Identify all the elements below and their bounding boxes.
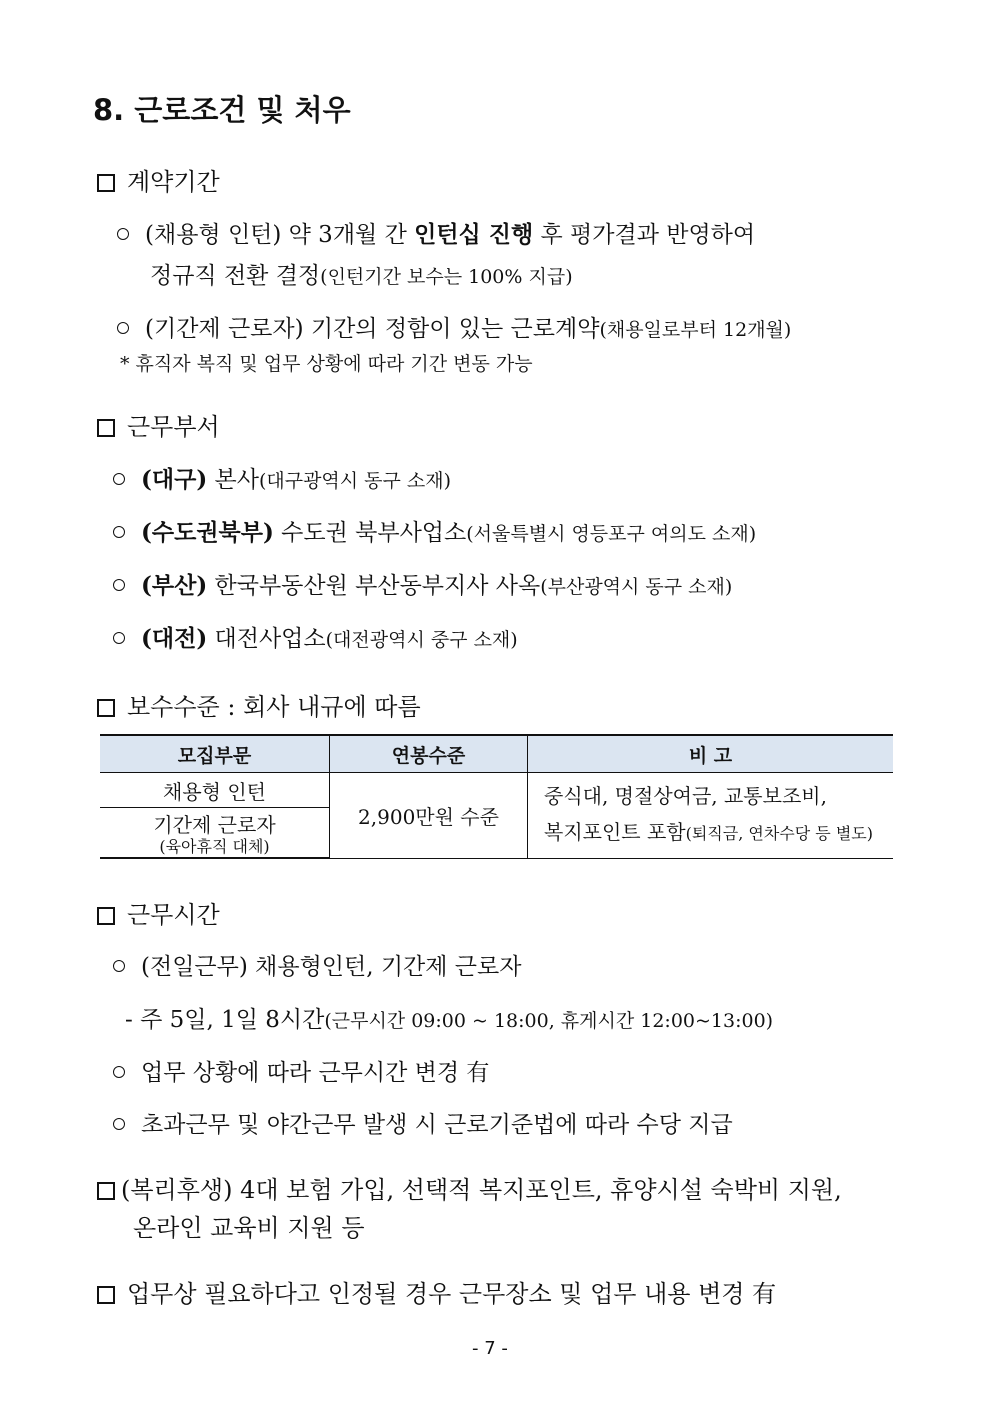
pay-section-title [97,687,421,722]
pay-division-fixed-label: 기간제 근로자 [153,813,276,837]
dept-text: 한국부동산원 부산동부지사 사옥 [207,573,541,599]
welfare-line2: 온라인 교육비 지원 등 [133,1214,365,1242]
dept-label: (대전) [141,625,208,652]
checkbox-square-icon [97,174,115,192]
hours-item4-text: 초과근무 및 야간근무 발생 시 근로기준법에 따라 수당 지급 [141,1112,733,1138]
contract-intern-text-a: (채용형 인턴) 약 3개월 간 [145,222,415,248]
contract-intern-text-b: 인턴십 진행 [414,221,534,248]
hours-item3-text: 업무 상황에 따라 근무시간 변경 有 [141,1060,490,1086]
pay-header-division: 모집부문 [100,735,330,773]
circle-bullet-icon [113,1066,125,1078]
pay-table [100,734,893,859]
checkbox-square-icon [97,1182,115,1200]
hours-item [113,1106,733,1139]
dept-item [113,567,732,600]
pay-table-header-row [100,735,893,773]
circle-bullet-icon [113,632,125,644]
circle-bullet-icon [113,579,125,591]
dept-item [113,620,518,653]
welfare-section [97,1170,842,1205]
contract-intern-line [117,216,755,249]
contract-intern-text-d: 정규직 전환 결정 [150,263,321,289]
contract-fixed-text-a: (기간제 근로자) 기간의 정함이 있는 근로계약 [145,316,600,342]
table-row [100,773,893,808]
dept-text: 대전사업소 [207,626,326,652]
pay-division-fixed [100,808,330,859]
hours-item1-text: (전일근무) 채용형인턴, 기간제 근로자 [141,954,522,980]
contract-title: 계약기간 [127,168,220,196]
hours-item [113,948,521,981]
checkbox-square-icon [97,419,115,437]
hours-section-title [97,895,220,930]
page-number: - 7 - [472,1338,508,1359]
circle-bullet-icon [113,960,125,972]
hours-item [113,1054,489,1087]
pay-header-remarks: 비 고 [528,735,894,773]
contract-note: * 휴직자 복직 및 업무 상황에 따라 기간 변동 가능 [120,353,533,375]
dept-item [113,514,756,547]
pay-division-fixed-sub: (육아휴직 대체) [159,837,270,856]
dept-text: 본사 [207,467,259,493]
dept-location: (서울특별시 영등포구 여의도 소재) [466,523,757,545]
pay-remarks-line2a: 복지포인트 포함 [544,820,686,845]
contract-intern-text-e: (인턴기간 보수는 100% 지급) [320,266,573,288]
contract-intern-line2 [150,257,573,290]
pay-remarks-line2b: (퇴직금, 연차수당 등 별도) [685,824,873,844]
change-section [97,1274,776,1309]
dept-item [113,461,451,494]
circle-bullet-icon [113,473,125,485]
hours-detail-text-a: - 주 5일, 1일 8시간 [125,1007,325,1033]
dept-label: (부산) [141,572,208,599]
pay-title: 보수수준 : 회사 내규에 따름 [127,693,421,721]
section-heading: 8. 근로조건 및 처우 [93,93,351,127]
circle-bullet-icon [117,228,129,240]
contract-fixed-line [117,310,791,343]
pay-salary-cell: 2,900만원 수준 [330,773,528,859]
dept-label: (대구) [141,466,208,493]
dept-location: (부산광역시 동구 소재) [540,576,733,598]
hours-title: 근무시간 [127,901,220,929]
dept-location: (대구광역시 동구 소재) [258,470,452,492]
dept-label: (수도권북부) [141,519,274,546]
hours-detail [125,1001,773,1034]
circle-bullet-icon [113,1118,125,1130]
contract-fixed-text-b: (채용일로부터 12개월) [599,319,792,341]
dept-location: (대전광역시 중구 소재) [325,629,518,651]
welfare-line1: (복리후생) 4대 보험 가입, 선택적 복지포인트, 휴양시설 숙박비 지원, [121,1176,842,1204]
dept-section-title [97,407,220,442]
circle-bullet-icon [113,526,125,538]
pay-division-intern: 채용형 인턴 [100,773,330,808]
checkbox-square-icon [97,907,115,925]
checkbox-square-icon [97,699,115,717]
dept-title: 근무부서 [127,413,220,441]
contract-intern-text-c: 후 평가결과 반영하여 [533,222,756,248]
dept-text: 수도권 북부사업소 [273,520,467,546]
circle-bullet-icon [117,322,129,334]
pay-header-salary: 연봉수준 [330,735,528,773]
pay-remarks-line1: 중식대, 명절상여금, 교통보조비, [544,784,827,809]
hours-detail-text-b: (근무시간 09:00 ~ 18:00, 휴게시간 12:00~13:00) [324,1010,774,1032]
checkbox-square-icon [97,1286,115,1304]
contract-section-title [97,162,220,197]
change-text: 업무상 필요하다고 인정될 경우 근무장소 및 업무 내용 변경 有 [127,1280,777,1308]
pay-remarks-cell [528,773,894,859]
